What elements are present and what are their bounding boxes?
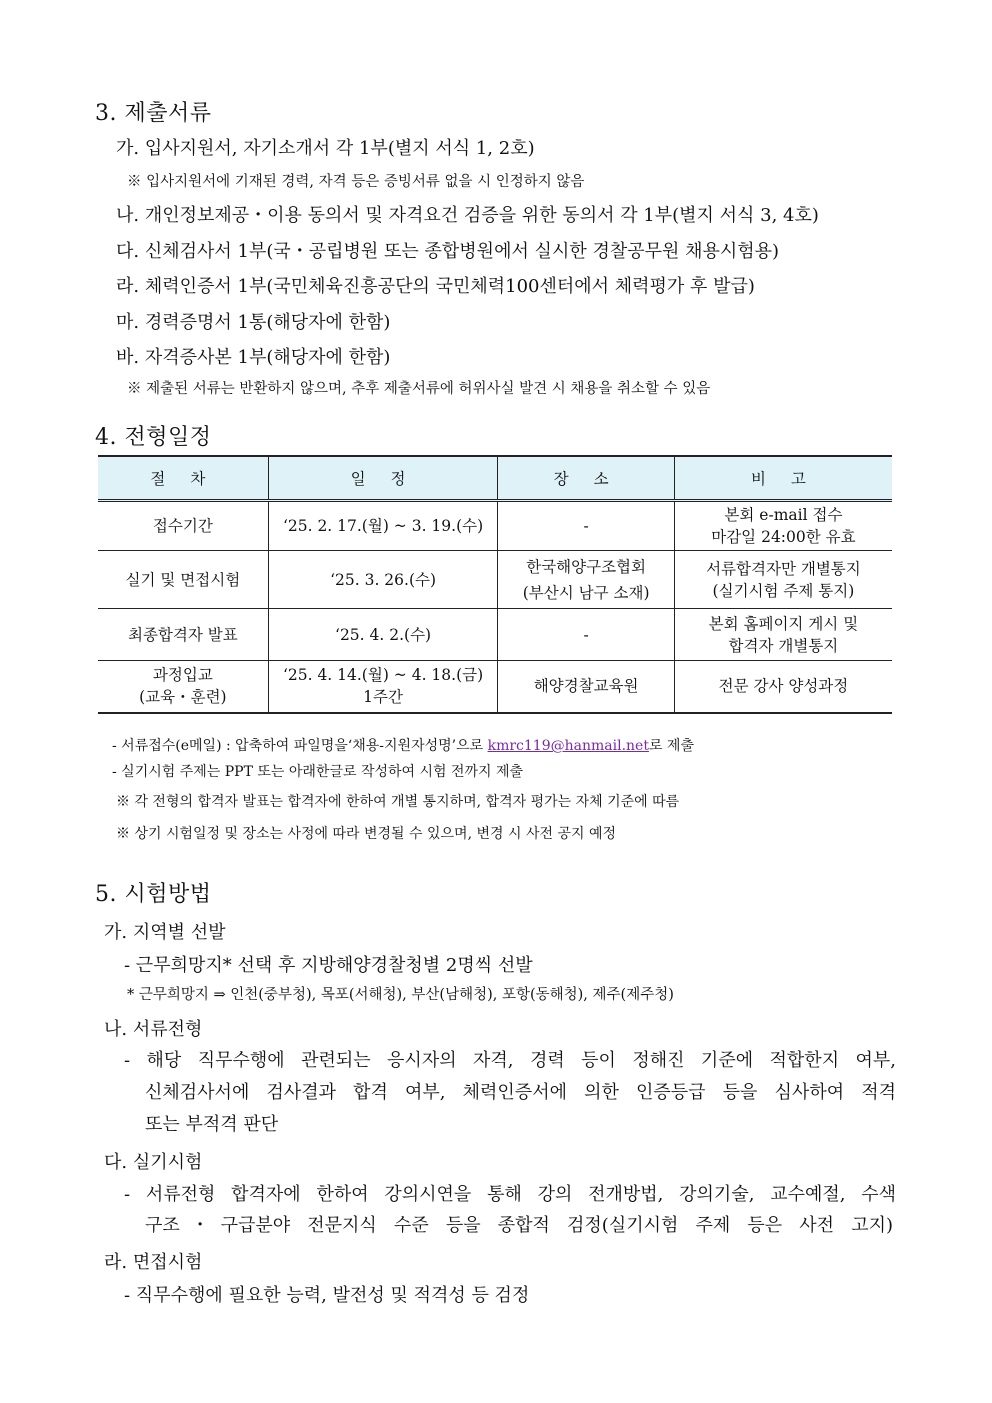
sec3-item-da: 다. 신체검사서 1부(국・공립병원 또는 종합병원에서 실시한 경찰공무원 채용시험용) (116, 241, 780, 262)
sec5-b-line-1: - 해당 직무수행에 관련되는 응시자의 자격, 경력 등이 정해진 기준에 적합한지 여부, (124, 1050, 896, 1071)
cell-note-line: 본회 홈페이지 게시 및 (708, 614, 859, 633)
header-date: 일 정 (268, 456, 498, 501)
cell-step: 접수기간 (98, 501, 268, 551)
table-row (98, 609, 892, 661)
sec5-a-note: * 근무희망지 ⇒ 인천(중부청), 목포(서해청), 부산(남해청), 포항(동해청), 제주(제주청) (127, 987, 674, 1003)
cell-note-line: 마감일 24:00한 유효 (711, 528, 856, 546)
sec5-a-line: - 근무희망지* 선택 후 지방해양경찰청별 2명씩 선발 (124, 955, 533, 976)
header-place: 장 소 (498, 456, 674, 501)
cell-note-line: 합격자 개별통지 (728, 636, 839, 655)
section-3-title: 3. 제출서류 (95, 101, 212, 126)
cell-date: ‘25. 3. 26.(수) (268, 551, 498, 609)
sec5-b-title: 나. 서류전형 (104, 1019, 203, 1040)
cell-place-line: (부산시 남구 소재) (522, 583, 650, 602)
email-link[interactable]: kmrc119@hanmail.net (487, 738, 649, 754)
sec3-item-ma: 마. 경력증명서 1통(해당자에 한함) (116, 312, 391, 333)
cell-note-line: 본회 e-mail 접수 (724, 506, 843, 524)
table-row (98, 551, 892, 609)
cell-place-line: 한국해양구조협회 (526, 557, 647, 576)
cell-date: ‘25. 4. 2.(수) (268, 609, 498, 661)
sec4-note-2: ※ 상기 시험일정 및 장소는 사정에 따라 변경될 수 있으며, 변경 시 사전 공지 예정 (116, 826, 616, 842)
cell-note: 전문 강사 양성과정 (674, 661, 892, 713)
cell-place: 해양경찰교육원 (498, 661, 674, 713)
cell-date (268, 661, 498, 713)
schedule-table (98, 455, 892, 714)
cell-note (674, 551, 892, 609)
cell-place: - (498, 609, 674, 661)
table-row (98, 661, 892, 713)
cell-note (674, 609, 892, 661)
cell-step-line: (교육・훈련) (139, 688, 227, 707)
cell-step: 최종합격자 발표 (98, 609, 268, 661)
cell-date-line: ‘25. 4. 14.(월) ~ 4. 18.(금) (282, 666, 484, 685)
section-5-title: 5. 시험방법 (95, 882, 212, 907)
sec3-item-ga: 가. 입사지원서, 자기소개서 각 1부(별지 서식 1, 2호) (116, 138, 535, 159)
cell-step-line: 과정입교 (152, 666, 213, 685)
sec3-note-2: ※ 제출된 서류는 반환하지 않으며, 추후 제출서류에 허위사실 발견 시 채용을 취소할 수 있음 (127, 381, 711, 397)
sec4-bullet-ppt: - 실기시험 주제는 PPT 또는 아래한글로 작성하여 시험 전까지 제출 (112, 764, 524, 780)
section-4-title: 4. 전형일정 (95, 425, 212, 450)
email-bullet-suffix: 로 제출 (648, 738, 694, 754)
sec4-bullet-email (112, 735, 694, 755)
sec5-c-title: 다. 실기시험 (104, 1152, 203, 1173)
sec5-d-title: 라. 면접시험 (104, 1252, 203, 1273)
sec4-note-1: ※ 각 전형의 합격자 발표는 합격자에 한하여 개별 통지하며, 합격자 평가는 자체 기준에 따름 (116, 794, 680, 810)
sec3-item-ba: 바. 자격증사본 1부(해당자에 한함) (116, 347, 391, 368)
cell-note (674, 501, 892, 551)
cell-place: - (498, 501, 674, 551)
sec5-c-line-2: 구조・구급분야 전문지식 수준 등을 종합적 검정(실기시험 주제 등은 사전 고지) (145, 1215, 893, 1236)
sec3-note-1: ※ 입사지원서에 기재된 경력, 자격 등은 증빙서류 없을 시 인정하지 않음 (127, 174, 585, 190)
cell-place (498, 551, 674, 609)
sec5-b-line-2: 신체검사서에 검사결과 합격 여부, 체력인증서에 의한 인증등급 등을 심사하여 적격 (145, 1082, 896, 1103)
header-note: 비 고 (674, 456, 892, 501)
sec5-a-title: 가. 지역별 선발 (104, 922, 226, 943)
sec5-b-line-3: 또는 부적격 판단 (145, 1114, 279, 1135)
cell-step (98, 661, 268, 713)
cell-date: ‘25. 2. 17.(월) ~ 3. 19.(수) (268, 501, 498, 551)
cell-step: 실기 및 면접시험 (98, 551, 268, 609)
sec3-item-na: 나. 개인정보제공・이용 동의서 및 자격요건 검증을 위한 동의서 각 1부(별지 서식 3, 4호) (116, 205, 819, 226)
sec3-item-ra: 라. 체력인증서 1부(국민체육진흥공단의 국민체력100센터에서 체력평가 후 발급) (116, 276, 755, 297)
cell-note-line: (실기시험 주제 통지) (712, 581, 855, 600)
table-header-row (98, 456, 892, 501)
header-step: 절 차 (98, 456, 268, 501)
cell-date-line: 1주간 (363, 688, 403, 707)
email-bullet-text: - 서류접수(e메일) : 압축하여 파일명을‘채용-지원자성명’으로 (112, 738, 488, 754)
cell-note-line: 서류합격자만 개별통지 (706, 559, 861, 578)
sec5-c-line-1: - 서류전형 합격자에 한하여 강의시연을 통해 강의 전개방법, 강의기술, 교수예절, 수색 (124, 1184, 896, 1205)
table-row (98, 501, 892, 551)
sec5-d-line: - 직무수행에 필요한 능력, 발전성 및 적격성 등 검정 (124, 1285, 530, 1306)
